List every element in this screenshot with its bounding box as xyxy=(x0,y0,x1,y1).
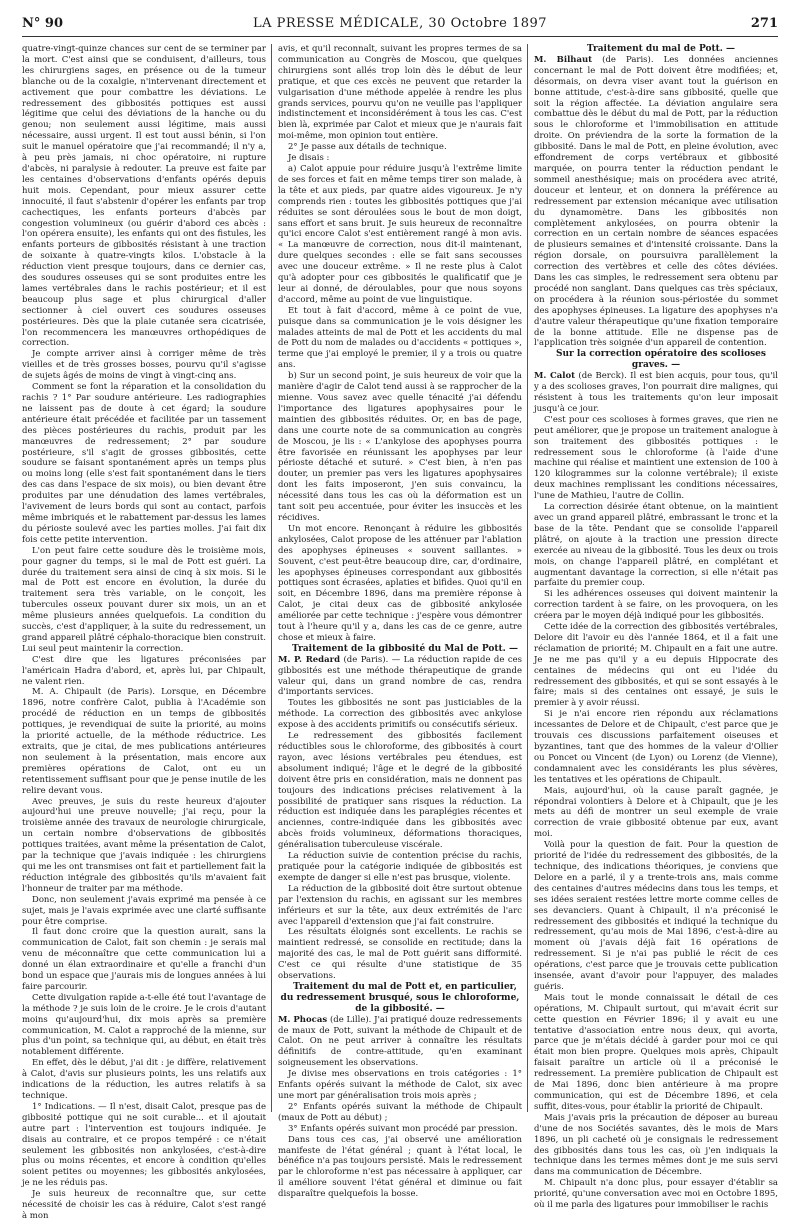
paragraph: 1° Indications. — Il n'est, disait Calot, presque pas de gibbosité pottique qui ne soit curable... et il ajoutait autre part : l'intervention est toujours indiquée. Je disais au contraire, et ce propos tempéré : ce n'était seulement les gibbosités non ankylosées, c'est-à-dire plus ou moins récentes, et encore à condition qu'elles soient petites ou moyennes; les gibbosités ankylosées, je ne les réduis pas. xyxy=(22,1101,266,1189)
paragraph: Donc, non seulement j'avais exprimé ma pensée à ce sujet, mais je l'avais exprimée avec une clarté suffisante pour être comprise. xyxy=(22,894,266,927)
paragraph: Avec preuves, je suis du reste heureux d'ajouter aujourd'hui une preuve nouvelle; j'ai reçu, pour la troisième année des travaux de neurologie chirurgicale, un certain nombre d'observations de gibbosités pottiques traitées, avant même la présentation de Calot, par la technique que j'avais indiquée : les chirurgiens qui me les ont transmises ont fait et partiellement fait la réduction intégrale des gibbosités qu'ils m'avaient fait l'honneur de traiter par ma méthode. xyxy=(22,796,266,894)
paragraph: C'est pour ces scolioses à formes graves, que rien ne peut améliorer, que je propose un traitement analogue à son traitement des gibbosités pottiques : le redressement sous le chloroforme (à l'aide d'une machine qui réalise et maintient une extension de 100 à 120 kilogrammes sur la colonne vertébrale); il existe deux machines remplissant les conditions nécessaires, l'une de Mathieu, l'autre de Collin. xyxy=(534,414,778,502)
paragraph: 3° Enfants opérés suivant mon procédé par pression. xyxy=(288,1123,518,1134)
paragraph: Voilà pour la question de fait. Pour la question de priorité de l'idée du redressement des gibbosités, de la technique, des indications théoriques, je conviens que Delore en a parlé, il y a trente-trois ans, mais comme des centaines d'autres médecins dans tous les temps, et ses idées seraient restées lettre morte comme celles de ses devanciers. Quant à Chipault, il n'a préconisé le redressement des gibbosités et indiqué la technique du redressement, qu'au mois de Mai 1896, c'est-à-dire au moment où j'avais déjà fait 16 opérations de redressement. Si je n'ai pas publié le récit de ces opérations, c'est parce que je trouvais cette publication insensée, avant d'avoir pour l'appuyer, des malades guéris. xyxy=(534,840,778,992)
paragraph xyxy=(534,55,778,349)
paragraph xyxy=(534,371,778,415)
paragraph: quatre-vingt-quinze chances sur cent de se terminer par la mort. C'est ainsi que se conduisent, d'ailleurs, tous les chirurgiens sages, en présence ou de la tumeur blanche ou de la coxalgie, n'intervenant directement et activement que pour combattre les déviations. Le redressement des gibbosités pottiques est aussi légitime que celui des déviations de la hanche ou du genou; non seulement aussi légitime, mais aussi nécessaire, aussi urgent. Il est tout aussi bénin, si l'on suit le manuel opératoire que j'ai recommandé; il n'y a, à peu près jamais, ni choc opératoire, ni rupture d'abcès, ni paralysie à redouter. La preuve est faite par les centaines d'observations d'enfants opérés depuis huit mois. Cependant, pour mieux assurer cette innocuité, il faut s'abstenir d'opérer les enfants par trop cachectiques, les enfants porteurs d'abcès par congestion volumineux (ou guérir d'abord ces abcès : l'on opérera ensuite), les enfants qui ont des fistules, les enfants porteurs de gibbosités résistant à une traction de soixante à quatre-vingts kilos. L'obstacle à la réduction vient presque toujours, dans ce dernier cas, des soudures osseuses qui se sont produites entre les lames vertébrales dans le rachis postérieur; et il est beaucoup plus sage et plus chirurgical d'aller sectionner à ciel ouvert ces soudures osseuses postérieures. Dès que la plaie cutanée sera cicatrisée, l'on recommencera les manœuvres orthopédiques de correction. xyxy=(22,44,266,349)
paragraph: C'est dire que les ligatures préconisées par l'américain Hadra d'abord, et, après lui, par Chipault, ne valent rien. xyxy=(22,654,266,687)
column-3 xyxy=(534,44,779,1211)
paragraph: Je compte arriver ainsi à corriger même de très vieilles et de très grosses bosses, pourvu qu'il s'agisse de sujets âgés de moins de vingt à vingt-cinq ans. xyxy=(22,349,266,382)
column-1 xyxy=(22,44,266,1221)
paragraph: Je divise mes observations en trois catégories : 1° Enfants opérés suivant la méthode de Calot, six avec une mort par généralisation trois mois après ; xyxy=(278,1069,522,1101)
paragraph: M. A. Chipault (de Paris). Lorsque, en Décembre 1896, notre confrère Calot, publia à l'Académie son procédé de réduction en un temps de gibbosités pottiques, je revendiquai de suite la priorité, au moins la priorité actuelle, de la méthode réductrice. Les extraits, que je citai, de mes publications antérieures non seulement à la présentation, mais encore aux premières opérations de Calot, ont eu un retentissement suffisant pour que je pense inutile de les relire devant vous. xyxy=(22,687,266,796)
paragraph: Je suis heureux de reconnaître que, sur cette nécessité de choisir les cas à réduire, Calot s'est rangé à mon xyxy=(22,1189,266,1221)
section-title: Traitement du mal de Pott et, en particulier, du redressement brusqué, sous le chloroforme, de la gibbosité. — xyxy=(280,981,520,1014)
paragraph: Je disais : xyxy=(288,153,330,164)
paragraph: Et tout à fait d'accord, même à ce point de vue, puisque dans sa communication je le vois désigner les malades atteints de mal de Pott et les accidents du mal de Pott du nom de malades ou d'accidents « pottiques », terme que j'ai employé le premier, il y a trois ou quatre ans. xyxy=(278,305,522,371)
paragraph: 2° Je passe aux détails de technique. xyxy=(288,142,447,153)
section-title: Traitement du mal de Pott. — xyxy=(586,44,736,54)
paragraph xyxy=(278,1015,522,1070)
paragraph: Il faut donc croire que la question aurait, sans la communication de Calot, fait son chemin : je serais mal venu de méconnaître que cette communication lui a donné un élan extraordinaire et qu'elle a franchi d'un bond un espace que j'aurais mis de longues années à lui faire parcourir. xyxy=(22,927,266,992)
paragraph: avis, et qu'il reconnaît, suivant les propres termes de sa communication au Congrès de Moscou, que quelques chirurgiens sont allés trop loin dès le début de leur pratique, et que ces excès ne peuvent que retarder la vulgarisation d'une méthode appelée à rendre les plus grands services, pourvu qu'on ne veuille pas l'appliquer indistinctement et inconsidérément à tous les cas. C'est bien là, exprimée par Calot et mieux que je n'aurais fait moi-même, mon opinion tout entière. xyxy=(278,44,522,142)
column-divider xyxy=(271,44,272,1112)
paragraph: Mais tout le monde connaissait le détail de ces opérations, M. Chipault surtout, qui m'avait écrit sur cette question en Février 1896; il y avait eu une tentative d'association entre nous deux, qui avorta, parce que je m'étais décidé à garder pour moi ce qui était mon bien propre. Quelques mois après, Chipault faisait paraître un article où il a préconisé le redressement. La première publication de Chipault est de Mai 1896, donc bien antérieure à ma propre communication, qui est de Décembre 1896, et cela suffit, dites-vous, pour établir la priorité de Chipault. xyxy=(534,992,778,1112)
paragraph: a) Calot appuie pour réduire jusqu'à l'extrême limite de ses forces et fait en même temps tirer son malade, à la tête et aux pieds, par quatre aides vigoureux. Je n'y comprends rien : toutes les gibbosités pottiques que j'ai réduites se sont déroulées sous le bout de mon doigt, sans effort et sans bruit. Je suis heureux de reconnaître qu'ici encore Calot s'est entièrement rangé à mon avis. « La manœuvre de correction, nous dit-il maintenant, dure quelques secondes : elle se fait sans secousses avec une douceur extrême. » Il ne reste plus à Calot qu'à adopter pour ces gibbosités le qualificatif que je leur ai donné, de déroulables, pour que nous soyons d'accord, même au point de vue linguistique. xyxy=(278,163,522,305)
paragraph: Le redressement des gibbosités facilement réductibles sous le chloroforme, des gibbosités à court rayon, avec lésions vertébrales peu étendues, est absolument indiqué; l'âge et le degré de la gibbosité doivent être pris en considération, mais ne donnent pas toujours des indications précises relativement à la possibilité de pratiquer sans risques la réduction. La réduction est indiquée dans les paraplégies récentes et anciennes, contre-indiquée dans les gibbosités avec abcès froids volumineux, déformations thoraciques, généralisation tuberculeuse viscérale. xyxy=(278,731,522,851)
issue-number: N° 90 xyxy=(22,16,63,31)
section-heading xyxy=(278,644,522,655)
paragraph: La réduction suivie de contention précise du rachis, pratiquée pour la catégorie indiquée de gibbosités est exempte de danger si elle n'est pas brusque, violente. xyxy=(278,851,522,883)
page-header xyxy=(22,14,778,34)
journal-title: LA PRESSE MÉDICALE, 30 Octobre 1897 xyxy=(252,16,548,31)
section-heading xyxy=(278,982,522,1015)
column-2 xyxy=(278,44,522,1200)
section-heading xyxy=(534,349,778,371)
author-name: M. Phocas xyxy=(278,1014,328,1025)
paragraph: Si je n'ai encore rien répondu aux réclamations incessantes de Delore et de Chipault, c'est parce que je trouvais ces discussions parfaitement oiseuses et byzantines, tant que des hommes de la valeur d'Ollier ou Poncet ou Vincent (de Lyon) ou Lorenz (de Vienne), condamnaient avec les considérants les plus sévères, les tentatives et les opérations de Chipault. xyxy=(534,709,778,785)
paragraph: Un mot encore. Renonçant à réduire les gibbosités ankylosées, Calot propose de les atténuer par l'ablation des apophyses épineuses « souvent saillantes. » Souvent, c'est peut-être beaucoup dire, car, d'ordinaire, les apophyses épineuses correspondant aux gibbosités pottiques sont écrasées, aplaties et bifides. Quoi qu'il en soit, en Décembre 1896, dans ma première réponse à Calot, je citai deux cas de gibbosité ankylosée améliorée par cette technique : j'espère vous démontrer tout à l'heure qu'il y a, dans les cas de ce genre, autre chose et mieux à faire. xyxy=(278,523,522,643)
section-title: Traitement de la gibbosité du Mal de Pott. — xyxy=(292,643,518,654)
paragraph-text: (de Berck). Il est bien acquis, pour tous, qu'il y a des scolioses graves, l'on pourrait dire malignes, qui résistent à tous les traitements qu'on leur imposait jusqu'à ce jour. xyxy=(534,371,778,414)
page-number: 271 xyxy=(750,16,778,31)
paragraph: L'on peut faire cette soudure dès le troisième mois, pour gagner du temps, si le mal de Pott est guéri. La durée du traitement sera ainsi de cinq à six mois. Si le mal de Pott est encore en évolution, la durée du traitement sera très variable, on le conçoit, les tubercules osseux pouvant durer six mois, un an et même plusieurs années quelquefois. La condition du succès, c'est d'appliquer, à la suite du redressement, un grand appareil plâtré céphalo-thoracique bien construit. Lui seul peut maintenir la correction. xyxy=(22,545,266,654)
section-heading xyxy=(534,44,778,55)
section-title: Sur la correction opératoire des scolioses graves. — xyxy=(556,349,766,371)
paragraph: Toutes les gibbosités ne sont pas justiciables de la méthode. La correction des gibbosités avec ankylose expose à des accidents primitifs ou consécutifs sérieux. xyxy=(278,698,522,731)
author-name: M. Calot xyxy=(534,371,576,382)
paragraph: La réduction de la gibbosité doit être surtout obtenue par l'extension du rachis, en agissant sur les membres inférieurs et sur la tête, aux deux extrémités de l'arc avec l'appareil d'extension que j'ai fait construire. xyxy=(278,883,522,927)
paragraph: En effet, dès le début, j'ai dit : je diffère, relativement à Calot, d'avis sur plusieurs points, les uns relatifs aux indications de la réduction, les autres relatifs à sa technique. xyxy=(22,1058,266,1101)
paragraph: Mais, aujourd'hui, où la cause paraît gagnée, je répondrai volontiers à Delore et à Chipault, que je les mets au défi de montrer un seul exemple de vraie correction de vraie gibbosité obtenue par eux, avant moi. xyxy=(534,785,778,840)
paragraph: Mais j'avais pris la précaution de déposer au bureau d'une de nos Sociétés savantes, dès le mois de Mars 1896, un pli cacheté où je consignais le redressement des gibbosités dans tous les cas, où j'en indiquais la technique dans les termes mêmes dont je me suis servi dans ma communication de Décembre. xyxy=(534,1112,778,1178)
paragraph: b) Sur un second point, je suis heureux de voir que la manière d'agir de Calot tend aussi à se rapprocher de la mienne. Vous savez avec quelle ténacité j'ai défendu l'importance des ligatures apophysaires pour le maintien des gibbosités réduites. Or, en bas de page, dans une courte note de sa communication au congrès de Moscou, je lis : « L'ankylose des apophyses pourra être favorisée en réunissant les apophyses par leur périoste détaché et suturé. » C'est bien, à n'en pas douter, un premier pas vers les ligatures apophysaires dont les faits imposeront, j'en suis convaincu, la nécessité dans tous les cas où la déformation est un tant soit peu accentuée, pour éviter les insuccès et les récidives. xyxy=(278,371,522,523)
paragraph: La correction désirée étant obtenue, on la maintient avec un grand appareil plâtré, embrassant le tronc et la base de la tête. Pendant que se consolide l'appareil plâtré, on ajoute à la traction une pression directe exercée au niveau de la gibbosité. Tous les deux ou trois mois, on change l'appareil plâtré, en complétant et augmentant davantage la correction, si elle n'était pas parfaite du premier coup. xyxy=(534,502,778,589)
column-divider xyxy=(527,44,528,1112)
paragraph: Comment se font la réparation et la consolidation du rachis ? 1° Par soudure antérieure. Les radiographies ne laissent pas de doute à cet égard; la soudure antérieure était précédée et facilitée par un tassement des pièces postérieures du rachis, produit par les manœuvres de redressement; 2° par soudure postérieure, s'il s'agit de grosses gibbosités, cette soudure se faisant spontanément après un temps plus ou moins long (elle s'est fait spontanément dans le tiers des cas dans l'espace de six mois), ou bien devant être produites par une dénudation des lames vertébrales, l'avivement de leurs bords qui sont au contact, parfois même imbriqués et le rabattement par-dessus les lames du périoste soulevé avec les parties molles. J'ai fait dix fois cette petite intervention. xyxy=(22,382,266,545)
paragraph: Cette divulgation rapide a-t-elle été tout l'avantage de la méthode ? je suis loin de le croire. Je le crois d'autant moins qu'aujourd'hui, dix mois après sa première communication, M. Calot a rapproché de la mienne, sur plus d'un point, sa technique qui, au début, en était très notablement différente. xyxy=(22,992,266,1058)
paragraph-text: (de Paris). Les données anciennes concernant le mal de Pott doivent être modifiées; et, désormais, on devra viser avant tout la guérison en bonne attitude, c'est-à-dire sans gibbosité, quelle que soit la région affectée. La déviation angulaire sera combattue dès le début du mal de Pott, par la réduction sous le chloroforme et l'immobilisation en attitude droite. On préviendra de la sorte la formation de la gibbosité. Dans le mal de Pott, en pleine évolution, avec effondrement de corps vertébraux et gibbosité marquée, on pourra tenter la réduction pendant le sommeil anesthésique; mais on procédera avec atrité, douceur et lenteur, et on donnera la préférence au redressement par extension mécanique avec utilisation du dynamomètre. Dans les gibbosités non complètement ankylosées, on pourra obtenir la correction en un certain nombre de séances espacées de plusieurs semaines et d'intensité croissante. Dans la région dorsale, on poursuivra parallèlement la correction des vertèbres et celle des côtes déviées. Dans les cas simples, le redressement sera obtenu par procédé non sanglant. Dans quelques cas très spéciaux, on procédera à la réunion sous-périostée du sommet des apophyses épineuses. La ligature des apophyses n'a d'autre valeur thérapeutique qu'une fixation temporaire de la bonne attitude. Elle ne dispense pas de l'application très soignée d'un appareil de contention. xyxy=(534,54,779,349)
paragraph-text: (de Paris). — La réduction rapide de ces gibbosités est une méthode thérapeutique de grande valeur qui, dans un grand nombre de cas, rendra d'importants services. xyxy=(278,654,522,698)
paragraph: 2° Enfants opérés suivant la méthode de Chipault (maux de Pott au début) ; xyxy=(278,1101,522,1123)
paragraph: Dans tous ces cas, j'ai observé une amélioration manifeste de l'état général ; quant à l'état local, le bénéfice n'a pas toujours persisté. Mais le redressement par le chloroforme n'est pas nécessaire à appliquer, car il améliore souvent l'état général et diminue ou fait disparaître quelquefois la bosse. xyxy=(278,1134,522,1200)
paragraph: Si les adhérences osseuses qui doivent maintenir la correction tardent à se faire, on les provoquera, on les créera par le moyen déjà indiqué pour les gibbosités. xyxy=(534,589,778,622)
header-rule xyxy=(22,36,778,37)
paragraph-text: (de Lille). J'ai pratiqué douze redressements de maux de Pott, suivant la méthode de Chipault et de Calot. On ne peut arriver à connaître les résultats définitifs de contre-attitude, qu'en examinant soigneusement les observations. xyxy=(278,1014,522,1069)
author-name: M. P. Redard xyxy=(278,654,341,665)
paragraph: Les résultats éloignés sont excellents. Le rachis se maintient redressé, se consolide en rectitude; dans la majorité des cas, le mal de Pott guérit sans difformité. C'est ce qui résulte d'une statistique de 35 observations. xyxy=(278,927,522,982)
paragraph xyxy=(278,655,522,699)
paragraph: Cette idée de la correction des gibbosités vertébrales, Delore dit l'avoir eu dès l'année 1864, et il a fait une réclamation de priorité; M. Chipault en a fait une autre. Je ne me pas qu'il y a eu depuis Hippocrate des centaines de médecins qui ont eu l'idée du redressement des gibbosités, et qui se sont essayés à le faire; mais si des centaines ont essayé, je suis le premier à y avoir réussi. xyxy=(534,622,778,709)
author-name: M. Bilhaut xyxy=(534,54,593,65)
paragraph: M. Chipault n'a donc plus, pour essayer d'établir sa priorité, qu'une conversation avec moi en Octobre 1895, où il me parla des ligatures pour immobiliser le rachis xyxy=(534,1178,779,1211)
